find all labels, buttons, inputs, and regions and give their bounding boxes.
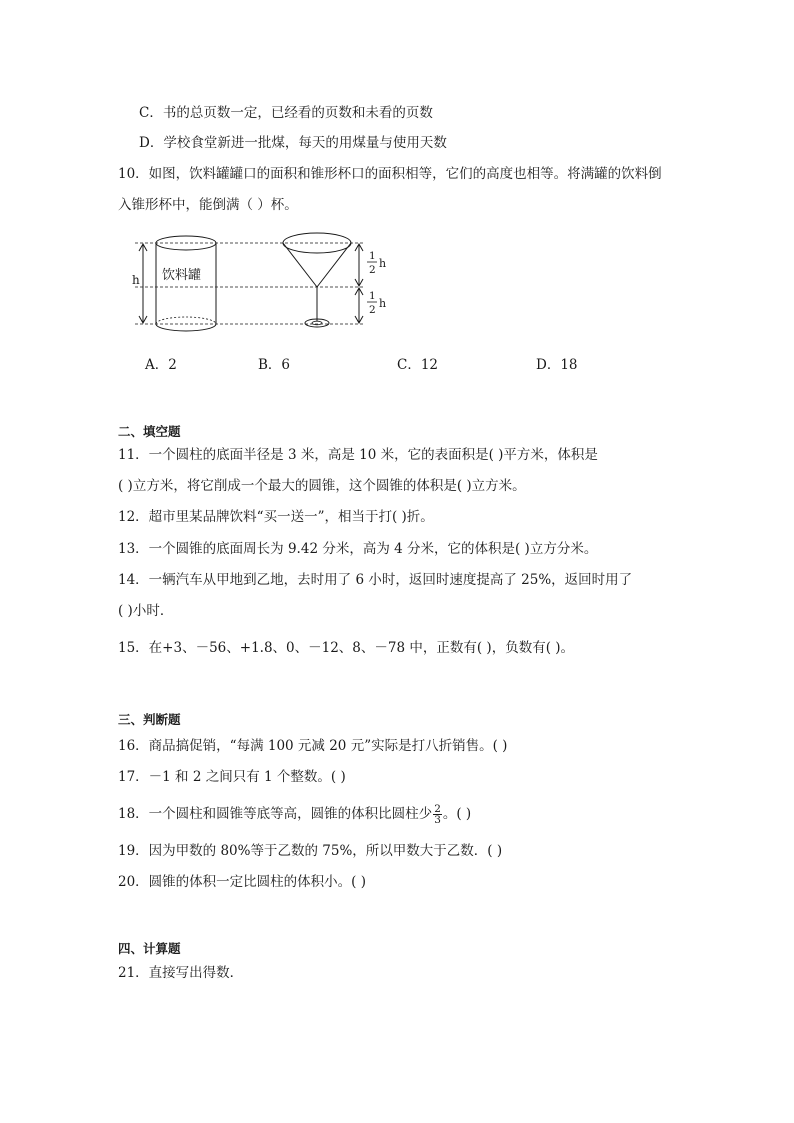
section4-title: 四、计算题	[118, 941, 181, 956]
cone-cup	[283, 233, 351, 327]
height-arrow-left	[139, 244, 147, 323]
q18	[118, 804, 471, 825]
q20: 20．圆锥的体积一定比圆柱的体积小。( )	[118, 874, 367, 890]
half-h-label-upper	[367, 250, 386, 276]
svg-text:2: 2	[369, 304, 376, 316]
height-arrow-right-lower	[355, 288, 363, 323]
q21: 21．直接写出得数．	[118, 965, 244, 981]
q10-figure	[125, 226, 395, 336]
q13: 13．一个圆锥的底面周长为 9.42 分米，高为 4 分米，它的体积是( )立方分米。	[118, 541, 598, 557]
q16: 16．商品搞促销，“每满 100 元减 20 元”实际是打八折销售。( )	[118, 738, 508, 754]
q11-line2: ( )立方米，将它削成一个最大的圆锥，这个圆锥的体积是( )立方米。	[118, 478, 526, 494]
q10-choice-d: D．18	[536, 357, 578, 373]
half-h-label-lower	[367, 290, 386, 316]
h-label: h	[132, 273, 140, 287]
q19: 19．因为甲数的 80%等于乙数的 75%，所以甲数大于乙数．( )	[118, 843, 503, 859]
q18-prefix: 18．一个圆柱和圆锥等底等高，圆锥的体积比圆柱少	[118, 806, 433, 822]
q15: 15．在+3、－56、+1.8、0、－12、8、－78 中，正数有( )，负数有( )。	[118, 640, 575, 656]
q10-choice-b: B．6	[258, 357, 291, 373]
svg-text:2: 2	[369, 264, 376, 276]
q17: 17．－1 和 2 之间只有 1 个整数。( )	[118, 769, 346, 785]
svg-text:1: 1	[369, 290, 376, 302]
q10-choice-a: A．2	[145, 357, 177, 373]
q12: 12．超市里某品牌饮料“买一送一”，相当于打( )折。	[118, 509, 434, 525]
section2-title: 二、填空题	[118, 424, 181, 439]
svg-text:1: 1	[369, 250, 376, 262]
svg-text:h: h	[379, 297, 387, 310]
q10-line1: 10．如图，饮料罐罐口的面积和锥形杯口的面积相等，它们的高度也相等。将满罐的饮料倒	[118, 166, 662, 182]
can-label: 饮料罐	[162, 268, 202, 283]
q18-suffix: 。( )	[442, 806, 472, 822]
q9-option-c: C．书的总页数一定，已经看的页数和未看的页数	[139, 105, 433, 121]
q10-choice-c: C．12	[397, 357, 439, 373]
q14-line1: 14．一辆汽车从甲地到乙地，去时用了 6 小时，返回时速度提高了 25%，返回时用了	[118, 572, 633, 588]
height-arrow-right-upper	[355, 244, 363, 286]
cylinder-can	[156, 236, 216, 331]
q14-line2: ( )小时．	[118, 603, 174, 619]
two-thirds-fraction: $\frac{2}{3}$	[434, 803, 441, 826]
q10-line2: 入锥形杯中，能倒满（ ）杯。	[118, 197, 298, 213]
svg-text:h: h	[379, 257, 387, 270]
q11-line1: 11．一个圆柱的底面半径是 3 米，高是 10 米，它的表面积是( )平方米，体积是	[118, 447, 598, 463]
q9-option-d: D．学校食堂新进一批煤，每天的用煤量与使用天数	[139, 135, 447, 151]
section3-title: 三、判断题	[118, 712, 181, 727]
